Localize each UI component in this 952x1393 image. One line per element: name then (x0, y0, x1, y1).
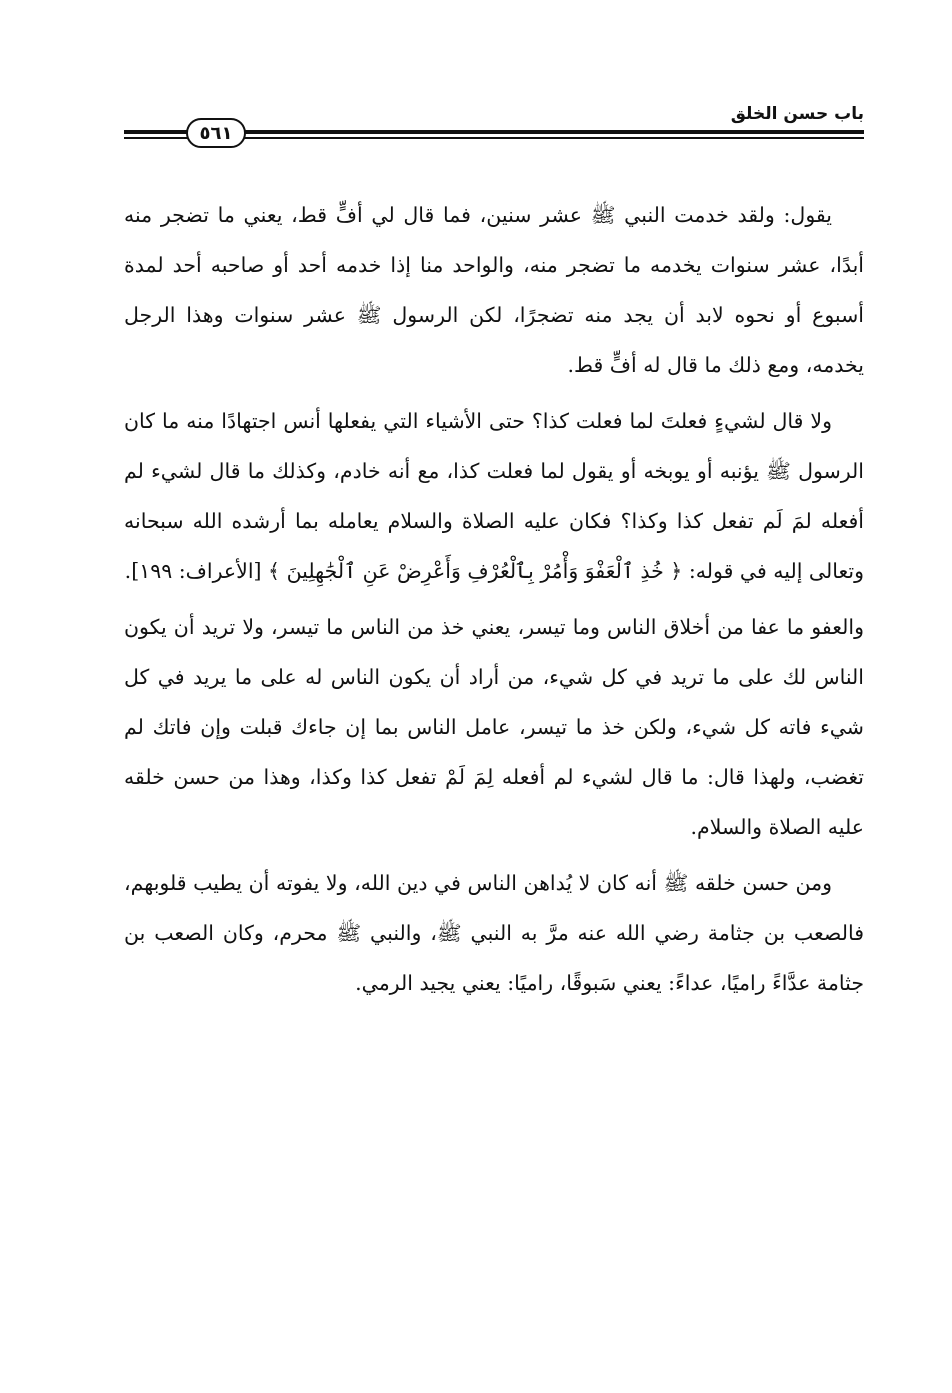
paragraph-4: ومن حسن خلقه ﷺ أنه كان لا يُداهن الناس في دين الله، ولا يفوته أن يطيب قلوبهم، فالصعب بن جثامة رضي الله عنه مرَّ به النبي ﷺ، والنبي ﷺ محرم، وكان الصعب بن جثامة عدَّاءً راميًا، عداءً: يعني سَبوقًا، راميًا: يعني يجيد الرمي. (124, 871, 864, 995)
page-header (124, 104, 864, 148)
chapter-title: باب حسن الخلق (730, 104, 864, 124)
body-text (124, 190, 864, 1008)
paragraph-2: ولا قال لشيءٍ فعلتَ لما فعلت كذا؟ حتى الأشياء التي يفعلها أنس اجتهادًا منه ما كان الرسول ﷺ يؤنبه أو يوبخه أو يقول لما فعلت كذا، مع أنه خادم، وكذلك ما قال لشيء لم أفعله لمَ لَم تفعل كذا وكذا؟ فكان عليه الصلاة والسلام يعامله بما أرشده الله سبحانه وتعالى إليه في قوله: ﴿ خُذِ ٱلْعَفْوَ وَأْمُرْ بِٱلْعُرْفِ وَأَعْرِضْ عَنِ ٱلْجَٰهِلِينَ ﴾ [الأعراف: ١٩٩]. (124, 409, 864, 583)
page-number: ٥٦١ (186, 118, 246, 148)
paragraph-3: والعفو ما عفا من أخلاق الناس وما تيسر، يعني خذ من الناس ما تيسر، ولا تريد أن يكون الناس لك على ما تريد في كل شيء، من أراد أن يكون الناس له على ما يريد في كل شيء فاته كل شيء، ولكن خذ ما تيسر، عامل الناس بما إن جاءك قبلت وإن فاتك لم تغضب، ولهذا قال: ما قال لشيء لم أفعله لِمَ لَمْ تفعل كذا وكذا، وهذا من حسن خلقه عليه الصلاة والسلام. (124, 615, 864, 839)
paragraph-1: يقول: ولقد خدمت النبي ﷺ عشر سنين، فما قال لي أفٍّ قط، يعني ما تضجر منه أبدًا، عشر سنوات يخدمه ما تضجر منه، والواحد منا إذا خدمه أحد أو صاحبه أحد لمدة أسبوع أو نحوه لابد أن يجد منه تضجرًا، لكن الرسول ﷺ عشر سنوات وهذا الرجل يخدمه، ومع ذلك ما قال له أفٍّ قط. (124, 203, 864, 377)
